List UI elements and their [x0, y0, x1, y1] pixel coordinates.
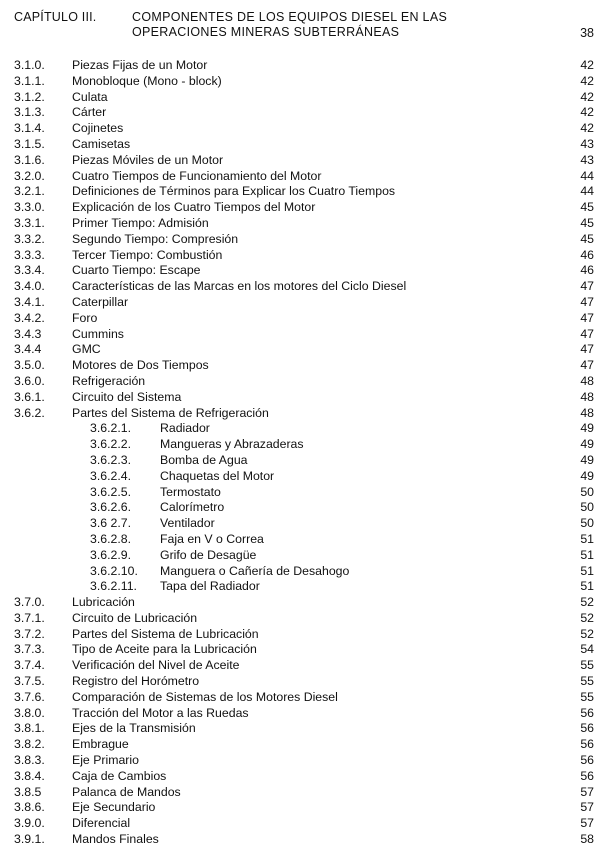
toc-entry-number: 3.3.2.	[14, 231, 45, 246]
toc-entry-number: 3.8.3.	[14, 753, 45, 768]
toc-entry	[14, 674, 594, 690]
toc-entry-page: 52	[580, 610, 594, 625]
toc-entry-number: 3.6.2.3.	[90, 452, 132, 467]
toc-entry-page: 42	[580, 121, 594, 136]
toc-entry-page: 46	[580, 247, 594, 262]
toc-entry	[14, 90, 594, 106]
toc-entry-title: GMC	[72, 342, 101, 357]
toc-entry-number: 3.4.0.	[14, 279, 45, 294]
toc-entry	[14, 800, 594, 816]
toc-entry-title: Cuarto Tiempo: Escape	[72, 263, 201, 278]
toc-entry	[14, 437, 594, 453]
toc-entry-number: 3.8.1.	[14, 721, 45, 736]
toc-entry-page: 50	[580, 516, 594, 531]
chapter-title-line-1: COMPONENTES DE LOS EQUIPOS DIESEL EN LAS	[132, 10, 448, 24]
toc-entry-number: 3.1.5.	[14, 136, 45, 151]
toc-entry-title: Piezas Móviles de un Motor	[72, 152, 224, 167]
toc-entry-title: Cojinetes	[72, 121, 124, 136]
toc-entry-page: 50	[580, 484, 594, 499]
toc-entry-page: 54	[580, 642, 594, 657]
toc-entry-number: 3.4.4	[14, 342, 42, 357]
toc-entry-page: 58	[580, 832, 594, 847]
toc-entry-title: Diferencial	[72, 816, 131, 831]
toc-entry-title: Cummins	[72, 326, 124, 341]
toc-entry-number: 3.6.2.8.	[90, 531, 132, 546]
toc-entry-title: Cárter	[72, 105, 107, 120]
toc-entry-title: Segundo Tiempo: Compresión	[72, 231, 239, 246]
toc-entry-title: Verificación del Nivel de Aceite	[72, 658, 240, 673]
toc-entry	[14, 721, 594, 737]
toc-entry	[14, 690, 594, 706]
toc-entry-page: 51	[580, 563, 594, 578]
toc-entry-title: Partes del Sistema de Lubricación	[72, 626, 259, 641]
toc-entry-number: 3.1.3.	[14, 105, 45, 120]
toc-entry-number: 3.6.2.11.	[90, 579, 137, 594]
toc-entry-title: Eje Secundario	[72, 800, 156, 815]
toc-entry	[14, 769, 594, 785]
toc-entry-title: Mangueras y Abrazaderas	[160, 437, 304, 452]
toc-entry	[14, 753, 594, 769]
toc-entry	[14, 737, 594, 753]
toc-entry-title: Eje Primario	[72, 753, 139, 768]
toc-entry-page: 46	[580, 263, 594, 278]
toc-entry-page: 45	[580, 231, 594, 246]
toc-entry-title: Tapa del Radiador	[160, 579, 260, 594]
toc-entry-page: 55	[580, 658, 594, 673]
toc-entry-number: 3.6.2.9.	[90, 547, 132, 562]
toc-entry-number: 3.8.6.	[14, 800, 45, 815]
toc-entry-page: 47	[580, 279, 594, 294]
toc-entry	[14, 295, 594, 311]
toc-entry-page: 51	[580, 579, 594, 594]
toc-entry-number: 3.9.1.	[14, 832, 45, 847]
toc-entry-page: 48	[580, 405, 594, 420]
toc-entry-number: 3.6 2.7.	[90, 516, 132, 531]
toc-entry-title: Radiador	[160, 421, 210, 436]
toc-entry-page: 43	[580, 136, 594, 151]
toc-entry-title: Faja en V o Correa	[160, 531, 264, 546]
toc-entry	[14, 153, 594, 169]
toc-entry-number: 3.6.2.1.	[90, 421, 132, 436]
toc-entry-title: Foro	[72, 310, 98, 325]
toc-entry-title: Grifo de Desagüe	[160, 547, 257, 562]
toc-entry	[14, 358, 594, 374]
toc-entry	[14, 121, 594, 137]
toc-entry	[14, 516, 594, 532]
toc-entry-number: 3.3.3.	[14, 247, 45, 262]
toc-entry	[14, 485, 594, 501]
toc-entry-title: Cuatro Tiempos de Funcionamiento del Motor	[72, 168, 322, 183]
toc-entry-number: 3.7.3.	[14, 642, 45, 657]
toc-entry-title: Circuito de Lubricación	[72, 610, 198, 625]
toc-entry-page: 56	[580, 737, 594, 752]
toc-entry-page: 52	[580, 595, 594, 610]
toc-entry-page: 43	[580, 152, 594, 167]
chapter-label: CAPÍTULO III.	[14, 10, 97, 24]
toc-entry-title: Partes del Sistema de Refrigeración	[72, 405, 269, 420]
toc-entry-number: 3.1.4.	[14, 121, 45, 136]
toc-entry-page: 57	[580, 816, 594, 831]
toc-entry-number: 3.6.2.	[14, 405, 45, 420]
toc-entry-page: 49	[580, 452, 594, 467]
toc-entry-number: 3.7.0.	[14, 595, 45, 610]
toc-entry-page: 44	[580, 184, 594, 199]
toc-entry-number: 3.6.2.2.	[90, 437, 132, 452]
toc-entry-page: 42	[580, 105, 594, 120]
toc-entry-number: 3.3.0.	[14, 200, 45, 215]
toc-entry-title: Manguera o Cañería de Desahogo	[160, 563, 350, 578]
toc-entry-title: Chaquetas del Motor	[160, 468, 275, 483]
toc-entry-number: 3.1.2.	[14, 89, 45, 104]
toc-entry	[14, 500, 594, 516]
toc-entry	[14, 406, 594, 422]
toc-entry-number: 3.3.4.	[14, 263, 45, 278]
toc-entry	[14, 469, 594, 485]
toc-entry-page: 47	[580, 294, 594, 309]
toc-entry-page: 56	[580, 768, 594, 783]
toc-entry-page: 47	[580, 358, 594, 373]
toc-entry-page: 56	[580, 753, 594, 768]
toc-entry-number: 3.7.1.	[14, 610, 45, 625]
toc-entry	[14, 74, 594, 90]
toc-entry	[14, 263, 594, 279]
toc-entry	[14, 279, 594, 295]
toc-entry-title: Tracción del Motor a las Ruedas	[72, 705, 249, 720]
toc-entry-title: Características de las Marcas en los motores del Ciclo Diesel	[72, 279, 407, 294]
toc-entry-number: 3.6.2.10.	[90, 563, 138, 578]
toc-entry	[14, 627, 594, 643]
toc-entry-title: Explicación de los Cuatro Tiempos del Motor	[72, 200, 316, 215]
toc-entry-title: Caterpillar	[72, 294, 129, 309]
toc-entry	[14, 785, 594, 801]
toc-entry-number: 3.7.4.	[14, 658, 45, 673]
toc-entry-number: 3.7.6.	[14, 689, 45, 704]
toc-entry-title: Camisetas	[72, 136, 131, 151]
toc-entry-page: 49	[580, 421, 594, 436]
toc-entry-number: 3.4.3	[14, 326, 42, 341]
toc-entry	[14, 327, 594, 343]
toc-entry-page: 47	[580, 342, 594, 357]
toc-entry-number: 3.6.2.6.	[90, 500, 132, 515]
toc-entry-title: Termostato	[160, 484, 221, 499]
toc-entry-page: 57	[580, 784, 594, 799]
toc-entry-number: 3.8.2.	[14, 737, 45, 752]
toc-entry-title: Caja de Cambios	[72, 768, 167, 783]
toc-entry-page: 55	[580, 674, 594, 689]
toc-entry	[14, 137, 594, 153]
toc-entry-number: 3.2.1.	[14, 184, 45, 199]
toc-entry-page: 47	[580, 326, 594, 341]
toc-entry-number: 3.8.5	[14, 784, 42, 799]
toc-entry-title: Registro del Horómetro	[72, 674, 200, 689]
toc-entry-page: 55	[580, 689, 594, 704]
toc-entry-page: 48	[580, 373, 594, 388]
toc-entry-number: 3.1.6.	[14, 152, 45, 167]
toc-entry-page: 52	[580, 626, 594, 641]
toc-entry-title: Piezas Fijas de un Motor	[72, 58, 208, 72]
toc-entry-page: 42	[580, 73, 594, 88]
toc-entry-page: 42	[580, 89, 594, 104]
toc-entry-number: 3.6.1.	[14, 389, 45, 404]
toc-entry-title: Palanca de Mandos	[72, 784, 181, 799]
toc-entry	[14, 342, 594, 358]
toc-entry-title: Ejes de la Transmisión	[72, 721, 196, 736]
toc-entry-title: Lubricación	[72, 595, 135, 610]
toc-entry	[14, 248, 594, 264]
toc-entry	[14, 216, 594, 232]
toc-entry-page: 56	[580, 721, 594, 736]
toc-entry-title: Circuito del Sistema	[72, 389, 182, 404]
toc-entry	[14, 611, 594, 627]
toc-entry-title: Tercer Tiempo: Combustión	[72, 247, 223, 262]
toc-entry-number: 3.6.0.	[14, 373, 45, 388]
toc-entry-title: Bomba de Agua	[160, 452, 248, 467]
toc-entry-title: Mandos Finales	[72, 832, 159, 847]
toc-entry	[14, 374, 594, 390]
toc-entry-page: 49	[580, 468, 594, 483]
toc-entry-number: 3.6.2.4.	[90, 468, 132, 483]
chapter-page-number: 38	[580, 26, 594, 40]
toc-entry-title: Ventilador	[160, 516, 215, 531]
toc-entry	[14, 390, 594, 406]
toc-entry-title: Calorímetro	[160, 500, 225, 515]
toc-entry-page: 47	[580, 310, 594, 325]
toc-entry-page: 42	[580, 58, 594, 72]
toc-entry-number: 3.4.2.	[14, 310, 45, 325]
toc-entry-title: Culata	[72, 89, 108, 104]
toc-entry-number: 3.1.1.	[14, 73, 45, 88]
toc-entry-number: 3.7.5.	[14, 674, 45, 689]
toc-entry	[14, 579, 594, 595]
toc-entry-number: 3.8.0.	[14, 705, 45, 720]
toc-entry	[14, 311, 594, 327]
toc-entry	[14, 232, 594, 248]
toc-entry	[14, 706, 594, 722]
chapter-title-line-2: OPERACIONES MINERAS SUBTERRÁNEAS	[132, 24, 400, 39]
toc-entry-page: 49	[580, 437, 594, 452]
toc-entry-page: 45	[580, 215, 594, 230]
toc-entry-number: 3.8.4.	[14, 768, 45, 783]
toc-entry-page: 51	[580, 531, 594, 546]
toc-entry	[14, 832, 594, 848]
toc-entry-title: Monobloque (Mono - block)	[72, 73, 222, 88]
toc-entry	[14, 548, 594, 564]
toc-entry-page: 51	[580, 547, 594, 562]
chapter-title	[132, 10, 447, 39]
toc-entry	[14, 58, 594, 74]
toc-entry-title: Motores de Dos Tiempos	[72, 358, 209, 373]
toc-entry-title: Refrigeración	[72, 373, 146, 388]
toc-entry-number: 3.6.2.5.	[90, 484, 132, 499]
toc-entry	[14, 453, 594, 469]
toc-entry-number: 3.2.0.	[14, 168, 45, 183]
toc-entry-page: 56	[580, 705, 594, 720]
toc-entry-title: Definiciones de Términos para Explicar los Cuatro Tiempos	[72, 184, 396, 199]
table-of-contents	[14, 58, 594, 848]
toc-entry-number: 3.1.0.	[14, 58, 45, 72]
toc-entry	[14, 564, 594, 580]
toc-entry	[14, 595, 594, 611]
toc-entry-page: 57	[580, 800, 594, 815]
toc-entry-number: 3.7.2.	[14, 626, 45, 641]
toc-entry	[14, 169, 594, 185]
toc-entry	[14, 532, 594, 548]
toc-entry-title: Tipo de Aceite para la Lubricación	[72, 642, 257, 657]
toc-entry	[14, 816, 594, 832]
toc-entry-page: 45	[580, 200, 594, 215]
toc-entry-title: Embrague	[72, 737, 129, 752]
toc-entry	[14, 200, 594, 216]
toc-entry-title: Comparación de Sistemas de los Motores Diesel	[72, 689, 338, 704]
toc-entry	[14, 105, 594, 121]
toc-entry	[14, 658, 594, 674]
toc-entry-page: 44	[580, 168, 594, 183]
toc-entry-number: 3.4.1.	[14, 294, 45, 309]
toc-entry	[14, 642, 594, 658]
toc-entry	[14, 184, 594, 200]
toc-entry-number: 3.5.0.	[14, 358, 45, 373]
toc-entry-number: 3.3.1.	[14, 215, 45, 230]
toc-entry-number: 3.9.0.	[14, 816, 45, 831]
toc-entry-title: Primer Tiempo: Admisión	[72, 215, 209, 230]
toc-entry	[14, 421, 594, 437]
toc-entry-page: 50	[580, 500, 594, 515]
toc-entry-page: 48	[580, 389, 594, 404]
